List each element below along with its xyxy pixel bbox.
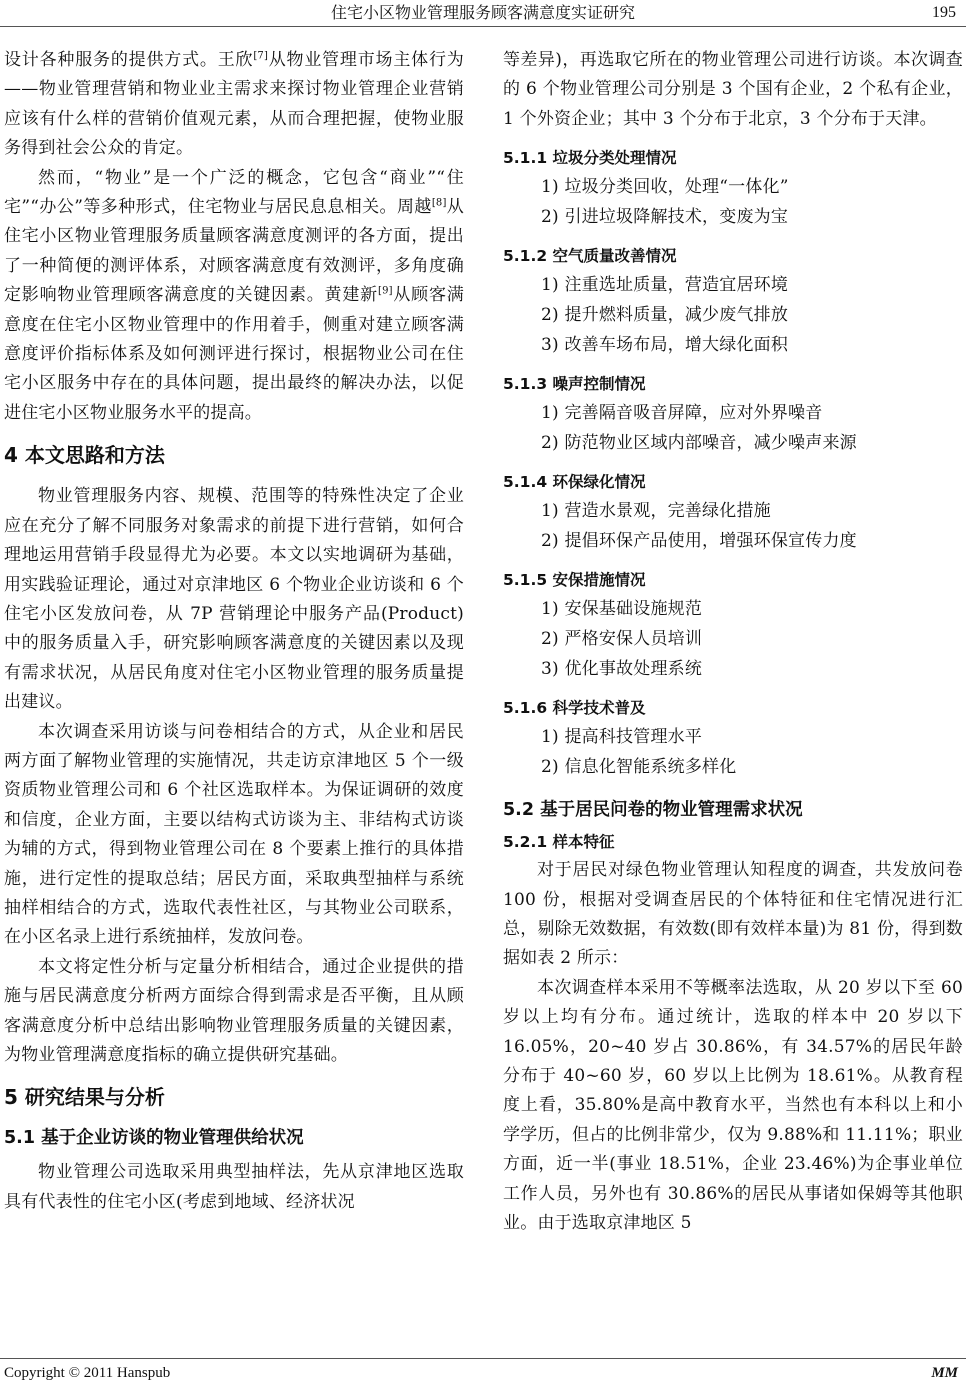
list-item: 2) 提倡环保产品使用，增强环保宣传力度: [541, 531, 857, 552]
citation: [8]: [431, 197, 447, 209]
subsubsection-heading-5-1-2: 5.1.2 空气质量改善情况: [503, 247, 677, 266]
page-footer: [0, 1358, 966, 1387]
copyright-notice: Copyright © 2011 Hanspub: [4, 1365, 171, 1381]
section-heading-4: 4 本文思路和方法: [4, 443, 165, 468]
subsubsection-heading-5-1-1: 5.1.1 垃圾分类处理情况: [503, 149, 677, 168]
list-item: 1) 营造水景观，完善绿化措施: [541, 501, 771, 522]
list-item: 3) 优化事故处理系统: [541, 659, 703, 680]
list-5-1-6: [503, 722, 963, 782]
right-column: [503, 46, 963, 1239]
subsection-heading-5-2: 5.2 基于居民问卷的物业管理需求状况: [503, 800, 803, 821]
list-item: 1) 注重选址质量，营造宜居环境: [541, 275, 789, 296]
list-5-1-1: [503, 172, 963, 232]
list-item: 1) 垃圾分类回收，处理“一体化”: [541, 177, 789, 198]
paragraph: 本文将定性分析与定量分析相结合，通过企业提供的措施与居民满意度分析两方面综合得到需求是否平衡，且从顾客满意度分析中总结出影响物业管理服务质量的关键因素，为物业管理满意度指标的确立提供研究基础。: [4, 956, 464, 1065]
paragraph: 物业管理服务内容、规模、范围等的特殊性决定了企业应在充分了解不同服务对象需求的前提下进行营销，如何合理地运用营销手段显得尤为必要。本文以实地调研为基础，用实践验证理论，通过对京津地区 6 个物业企业访谈和 6 个住宅小区发放问卷，从 7P 营销理论中服务产品(Product)中的服务质量入手，研究影响顾客满意度的关键因素以及现有需求状况，从居民角度对住宅小区物业管理的服务质量提出建议。: [4, 486, 464, 713]
paragraph: 物业管理公司选取采用典型抽样法，先从京津地区选取具有代表性的住宅小区(考虑到地域、经济状况: [4, 1162, 464, 1212]
subsubsection-heading-5-1-3: 5.1.3 噪声控制情况: [503, 375, 646, 394]
list-item: 2) 提升燃料质量，减少废气排放: [541, 305, 789, 326]
paragraph: 设计各种服务的提供方式。王欣[7]从物业管理市场主体行为——物业管理营销和物业业主需求来探讨物业管理企业营销应该有什么样的营销价值观元素，从而合理把握，使物业服务得到社会公众的肯定。: [4, 50, 464, 159]
list-item: 2) 信息化智能系统多样化: [541, 757, 737, 778]
subsubsection-heading-5-1-5: 5.1.5 安保措施情况: [503, 571, 646, 590]
running-title: 住宅小区物业管理服务顾客满意度实证研究: [330, 3, 635, 22]
paragraph: 然而，“物业”是一个广泛的概念，它包含“商业”“住宅”“办公”等多种形式，住宅物业与居民息息相关。周越[8]从住宅小区物业管理服务质量顾客满意度测评的各方面，提出了一种简便的测评体系，对顾客满意度有效测评，多角度确定影响物业管理顾客满意度的关键因素。黄建新[9]从顾客满意度在住宅小区物业管理中的作用着手，侧重对建立顾客满意度评价指标体系及如何测评进行探讨，根据物业公司在住宅小区服务中存在的具体问题，提出最终的解决办法，以促进住宅小区物业服务水平的提高。: [4, 167, 464, 423]
subsubsection-heading-5-1-4: 5.1.4 环保绿化情况: [503, 473, 646, 492]
paragraph: 本次调查样本采用不等概率法选取，从 20 岁以下至 60 岁以上均有分布。通过统计，选取的样本中 20 岁以下 16.05%，20~40 岁占 30.86%，有 34.57%的居民年龄分布于 40~60 岁，60 岁以上比例为 18.61%。从教育程度上看，35.80%是高中教育水平，当然也有本科以上和小学学历，但占的比例非常少，仅为 9.88%和 11.11%；职业方面，近一半(事业 18.51%，企业 23.46%)为企事业单位工作人员，另外也有 30.86%的居民从事诸如保姆等其他职业。由于选取京津地区 5: [503, 977, 963, 1234]
subsubsection-heading-5-2-1: 5.2.1 样本特征: [503, 833, 615, 852]
list-item: 1) 完善隔音吸音屏障，应对外界噪音: [541, 403, 823, 424]
subsubsection-heading-5-1-6: 5.1.6 科学技术普及: [503, 699, 646, 718]
subsection-heading-5-1: 5.1 基于企业访谈的物业管理供给状况: [4, 1128, 304, 1149]
section-heading-5: 5 研究结果与分析: [4, 1085, 165, 1110]
left-column: [4, 46, 464, 1217]
page-header: [0, 0, 966, 27]
list-item: 3) 改善车场布局，增大绿化面积: [541, 335, 789, 356]
journal-abbreviation: MM: [931, 1365, 958, 1381]
list-5-1-4: [503, 496, 963, 556]
list-item: 2) 严格安保人员培训: [541, 629, 703, 650]
list-5-1-5: [503, 594, 963, 684]
list-item: 2) 引进垃圾降解技术，变废为宝: [541, 207, 789, 228]
list-5-1-3: [503, 398, 963, 458]
paragraph: 对于居民对绿色物业管理认知程度的调查，共发放问卷 100 份，根据对受调查居民的个体特征和住宅情况进行汇总，剔除无效数据，有效数(即有效样本量)为 81 份，得到数据如表 2 所示：: [503, 860, 963, 969]
citation: [7]: [253, 50, 269, 62]
list-item: 2) 防范物业区域内部噪音，减少噪声来源: [541, 433, 857, 454]
list-item: 1) 安保基础设施规范: [541, 599, 703, 620]
page-number: 195: [932, 4, 956, 21]
paragraph: 等差异)，再选取它所在的物业管理公司进行访谈。本次调查的 6 个物业管理公司分别是 3 个国有企业，2 个私有企业，1 个外资企业；其中 3 个分布于北京，3 个分布于天津。: [503, 50, 963, 129]
list-item: 1) 提高科技管理水平: [541, 727, 703, 748]
list-5-1-2: [503, 270, 963, 360]
paragraph: 本次调查采用访谈与问卷相结合的方式，从企业和居民两方面了解物业管理的实施情况，共走访京津地区 5 个一级资质物业管理公司和 6 个社区选取样本。为保证调研的效度和信度，企业方面，主要以结构式访谈为主、非结构式访谈为辅的方式，得到物业管理公司在 8 个要素上推行的具体措施，进行定性的提取总结；居民方面，采取典型抽样与系统抽样相结合的方式，选取代表性社区，与其物业公司联系，在小区名录上进行系统抽样，发放问卷。: [4, 721, 464, 948]
citation: [9]: [377, 285, 393, 297]
